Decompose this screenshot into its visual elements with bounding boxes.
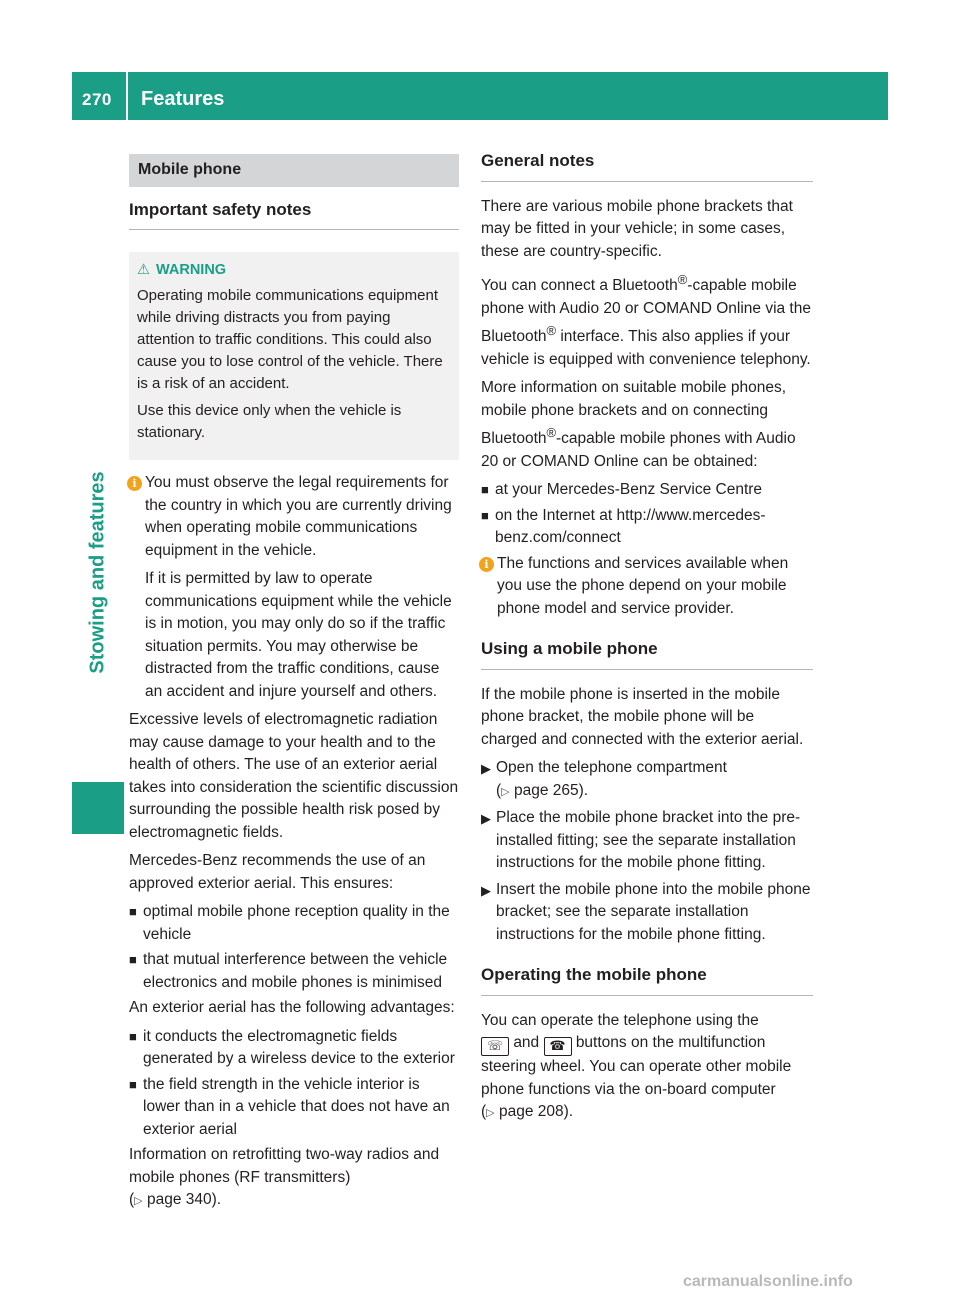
advantages-paragraph: An exterior aerial has the following advantages: — [129, 999, 455, 1016]
phone-hangup-icon: ☎ — [544, 1037, 572, 1056]
radiation-paragraph: Excessive levels of electromagnetic radiation may cause damage to your health and to the health of others. The use of an exterior aerial takes into consideration the scientific discussion surrounding the possible health risk posed by electromagnetic fields. — [129, 711, 459, 841]
recommend-paragraph: Mercedes-Benz recommends the use of an approved exterior aerial. This ensures: — [129, 852, 426, 892]
warning-triangle-icon: ⚠ — [137, 262, 150, 278]
step-text: Place the mobile phone bracket into the pre-installed fitting; see the separate installation instructions for the mobile phone fitting. — [496, 809, 801, 872]
instruction-step — [481, 807, 813, 875]
side-tab-block — [72, 782, 124, 834]
warning-text-1: Operating mobile communications equipment while driving distracts you from paying attention to traffic conditions. This could also cause you to lose control of the vehicle. There is a risk of an accident. — [137, 287, 443, 392]
mobile-phone-title: Mobile phone — [129, 154, 459, 187]
general-heading: General notes — [481, 150, 813, 182]
list-item — [129, 1026, 459, 1071]
instruction-step — [481, 879, 813, 947]
page-number: 270 — [82, 90, 112, 109]
warning-title — [137, 259, 451, 281]
info-functions-text: The functions and services available when you use the phone depend on your mobile phone model and service provider. — [497, 554, 789, 617]
instruction-step: ▶ Open the telephone compartment (▷ page 265). — [481, 759, 727, 799]
safety-heading: Important safety notes — [129, 199, 459, 231]
header-divider — [126, 72, 128, 120]
step-arrow-icon: ▶ — [481, 811, 491, 827]
info-icon: i — [479, 557, 494, 572]
retrofit-paragraph: Information on retrofitting two-way radios and mobile phones (RF transmitters) (▷ page 340). — [129, 1146, 440, 1208]
bullet-icon: ■ — [129, 904, 137, 919]
side-tab-label: Stowing and features — [86, 470, 109, 674]
list-item-text: it conducts the electromagnetic fields generated by a wireless device to the exterior — [143, 1027, 455, 1067]
list-item — [481, 505, 813, 550]
side-tab — [80, 442, 116, 702]
bullet-icon: ■ — [129, 952, 137, 967]
watermark: carmanualsonline.info — [683, 1273, 853, 1290]
url-link[interactable]: on the Internet at http://www.mercedes-benz.com/connect — [495, 506, 766, 547]
step-text: Insert the mobile phone into the mobile phone bracket; see the separate installation instructions for the mobile phone fitting. — [496, 880, 811, 943]
section-title: Features — [141, 88, 225, 110]
list-item — [129, 901, 459, 946]
general-paragraph-3: More information on suitable mobile phones, mobile phone brackets and on connecting Bluetooth®-capable mobile phones with Audio 20 or COMAND Online can be obtained: — [481, 379, 796, 470]
page-ref-link[interactable]: page 340). — [146, 1191, 222, 1208]
warning-label: WARNING — [156, 262, 227, 278]
text: More information on suitable mobile phones, mobile phone brackets and on connecting Bluetooth — [481, 379, 787, 448]
list-item — [481, 479, 813, 502]
warning-text-2: Use this device only when the vehicle is stationary. — [137, 402, 402, 441]
text: -capable mobile phones with Audio 20 or COMAND Online can be obtained: — [481, 430, 796, 470]
right-column — [481, 150, 813, 1131]
bullet-icon: ■ — [481, 482, 489, 498]
list-item-text: at your Mercedes-Benz Service Centre — [495, 481, 763, 499]
text: interface. This also applies if your vehicle is equipped with convenience telephony. — [481, 328, 811, 368]
phone-pickup-icon: ☏ — [481, 1037, 509, 1056]
page-ref-arrow-icon: ▷ — [134, 1195, 143, 1207]
bullet-icon: ■ — [129, 1076, 137, 1092]
step-text: Open the telephone compartment — [496, 759, 727, 777]
general-paragraph-1: There are various mobile phone brackets that may be fitted in your vehicle; in some cases, these are country-specific. — [481, 197, 793, 260]
left-column — [129, 150, 459, 1219]
list-item-text: that mutual interference between the vehicle electronics and mobile phones is minimised — [143, 951, 448, 991]
info-legal — [129, 472, 459, 703]
text: and — [513, 1034, 540, 1052]
info-legal-text-2: If it is permitted by law to operate communications equipment while the vehicle is in motion, you may only do so if the traffic situation permits. You may otherwise be distracted from the traffic conditions, cause an accident and injure yourself and others. — [145, 570, 452, 700]
info-legal-text-1: You must observe the legal requirements for the country in which you are currently driving when operating mobile communications equipment in the vehicle. — [145, 474, 452, 559]
text: buttons on the multifunction steering wheel. You can operate other mobile phone functions via the on-board computer — [481, 1034, 792, 1098]
using-paragraph: If the mobile phone is inserted in the mobile phone bracket, the mobile phone will be charged and connected with the exterior aerial. — [481, 685, 804, 748]
operating-heading: Operating the mobile phone — [481, 964, 813, 996]
page-ref-arrow-icon: ▷ — [501, 785, 510, 798]
list-item-text: optimal mobile phone reception quality in the vehicle — [143, 903, 450, 943]
warning-box — [129, 252, 459, 460]
retrofit-text: Information on retrofitting two-way radios and mobile phones (RF transmitters) — [129, 1146, 440, 1186]
bullet-icon: ■ — [481, 507, 489, 523]
step-arrow-icon: ▶ — [481, 761, 491, 777]
page-ref-link[interactable]: page 208). — [498, 1103, 574, 1121]
using-heading: Using a mobile phone — [481, 638, 813, 670]
list-item — [129, 1074, 459, 1142]
text: You can connect a Bluetooth — [481, 277, 678, 295]
list-item-text: the field strength in the vehicle interior is lower than in a vehicle that does not have an exterior aerial — [143, 1075, 450, 1138]
bullet-icon: ■ — [129, 1028, 137, 1044]
step-arrow-icon: ▶ — [481, 882, 491, 898]
operating-paragraph: You can operate the telephone using the ☏ and ☎ buttons on the multifunction steering wheel. You can operate other mobile phone functions via the on-board computer (▷ page 208). — [481, 1011, 792, 1121]
info-icon: i — [127, 476, 142, 491]
page-ref-arrow-icon: ▷ — [486, 1107, 495, 1120]
text: -capable mobile phone with Audio 20 or COMAND Online via the Bluetooth — [481, 277, 811, 346]
text: You can operate the telephone using the — [481, 1011, 759, 1029]
list-item — [129, 949, 459, 994]
page-ref-link[interactable]: page 265). — [513, 781, 589, 799]
general-paragraph-2: You can connect a Bluetooth®-capable mobile phone with Audio 20 or COMAND Online via the Bluetooth® interface. This also applies if your vehicle is equipped with convenience telephony. — [481, 272, 811, 368]
info-functions — [481, 553, 813, 621]
